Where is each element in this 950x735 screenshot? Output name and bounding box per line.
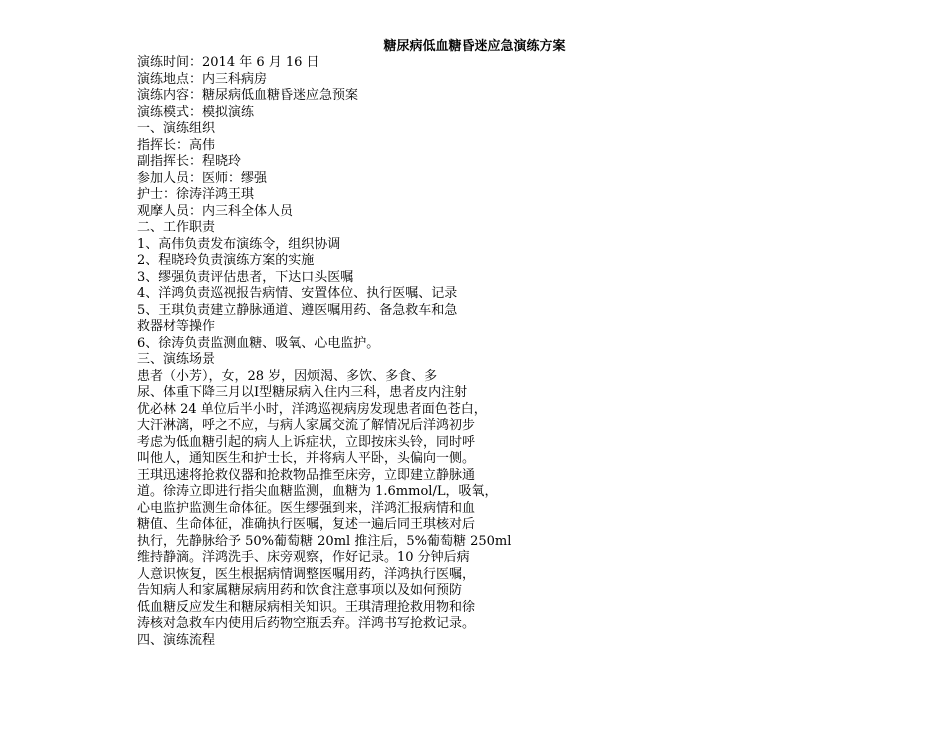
text-line: 三、演练场景: [137, 352, 216, 367]
text-line: 1、高伟负责发布演练令，组织协调: [137, 236, 341, 252]
text-line: 王琪迅速将抢救仪器和抢救物品推至床旁，立即建立静脉通: [137, 467, 476, 483]
text-line: 演练时间：2014 年 6 月 16 日: [137, 55, 320, 70]
text-line: 2、程晓玲负责演练方案的实施: [137, 253, 315, 268]
text-line: 涛核对急救车内使用后药物空瓶丢弃。洋鸿书写抢救记录。: [137, 616, 476, 631]
text-line: 参加人员：医师：缪强: [137, 170, 268, 186]
text-line: 告知病人和家属糖尿病用药和饮食注意事项以及如何预防: [137, 583, 463, 598]
text-line: 3、缪强负责评估患者，下达口头医嘱: [137, 269, 354, 285]
document-body: [137, 55, 527, 649]
text-line: 维持静滴。洋鸿洗手、床旁观察，作好记录。10 分钟后病: [137, 550, 470, 565]
text-line: 演练内容：糖尿病低血糖昏迷应急预案: [137, 88, 359, 103]
text-line: 一、演练组织: [137, 121, 216, 136]
text-line: 执行，先静脉给予 50%葡萄糖 20ml 推注后，5%葡萄糖 250ml: [137, 533, 512, 549]
text-line: 观摩人员：内三科全体人员: [137, 203, 294, 219]
text-line: 人意识恢复，医生根据病情调整医嘱用药，洋鸿执行医嘱，: [137, 566, 476, 582]
text-line: 尿、体重下降三月以Ⅰ型糖尿病入住内三科，患者皮内注射: [137, 385, 468, 400]
text-line: 演练地点：内三科病房: [137, 71, 268, 87]
text-line: 5、王琪负责建立静脉通道、遵医嘱用药、备急救车和急: [137, 302, 458, 318]
text-line: 大汗淋漓，呼之不应，与病人家属交流了解情况后洋鸿初步: [137, 418, 476, 433]
text-line: 叫他人，通知医生和护士长，并将病人平卧，头偏向一侧。: [137, 451, 476, 466]
text-line: 护士：徐涛洋鸿王琪: [137, 187, 255, 202]
text-line: 优必林 24 单位后半小时，洋鸿巡视病房发现患者面色苍白，: [137, 401, 487, 417]
text-line: 二、工作职责: [137, 220, 216, 235]
text-line: 4、洋鸿负责巡视报告病情、安置体位、执行医嘱、记录: [137, 286, 458, 301]
text-line: 指挥长：高伟: [137, 137, 216, 153]
text-line: 糖值、生命体征，准确执行医嘱，复述一遍后同王琪核对后: [137, 517, 476, 532]
text-line: 心电监护监测生命体征。医生缪强到来，洋鸿汇报病情和血: [137, 500, 476, 516]
text-line: 四、演练流程: [137, 632, 216, 648]
text-line: 演练模式：模拟演练: [137, 104, 255, 120]
text-line: 考虑为低血糖引起的病人上诉症状，立即按床头铃，同时呼: [137, 434, 476, 450]
text-line: 副指挥长：程晓玲: [137, 154, 242, 169]
text-line: 患者（小芳），女，28 岁，因烦渴、多饮、多食、多: [137, 368, 438, 384]
text-line: 救器材等操作: [137, 319, 216, 334]
page-title: 糖尿病低血糖昏迷应急演练方案: [383, 39, 566, 54]
text-line: 6、徐涛负责监测血糖、吸氧、心电监护。: [137, 335, 380, 351]
text-line: 道。徐涛立即进行指尖血糖监测，血糖为 1.6mmol/L，吸氧，: [137, 484, 498, 499]
text-line: 低血糖反应发生和糖尿病相关知识。王琪清理抢救用物和徐: [137, 599, 476, 615]
